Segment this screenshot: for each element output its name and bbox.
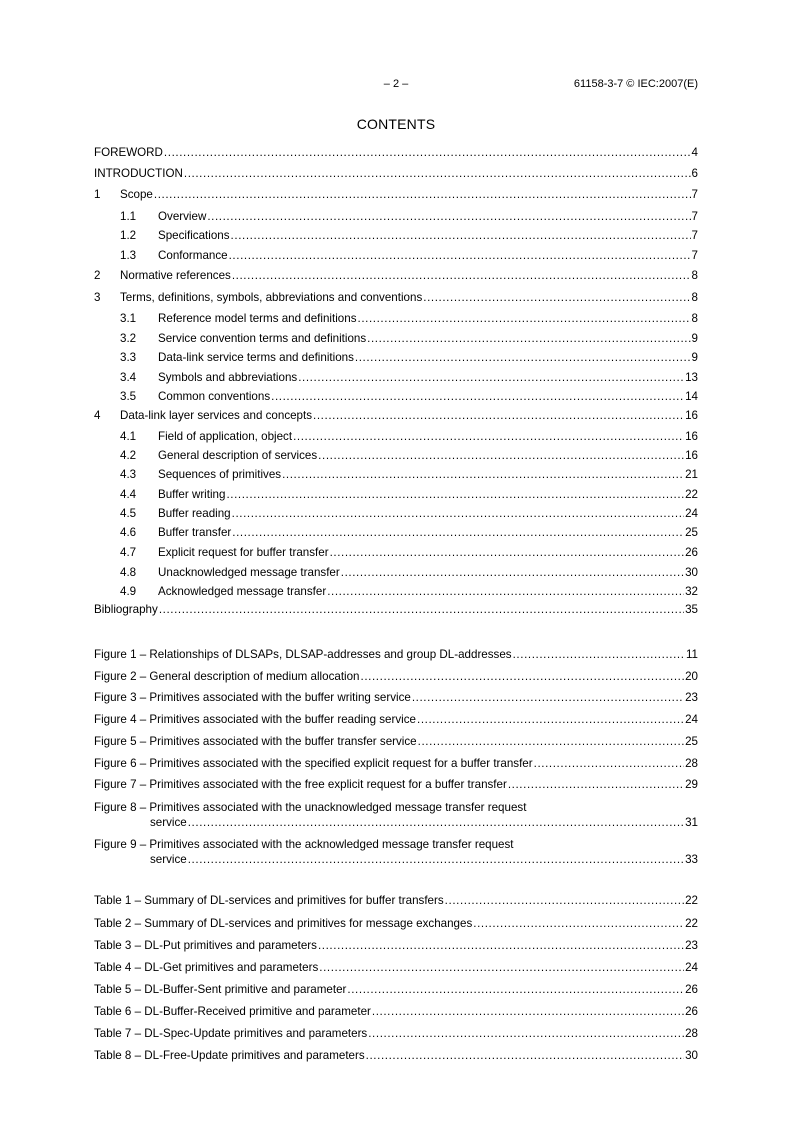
page-ref: 33 — [685, 853, 698, 866]
section-number: 4.7 — [120, 546, 137, 559]
entry-title: Unacknowledged message transfer — [158, 566, 340, 579]
entry-title: Data-link layer services and concepts — [120, 409, 313, 422]
dot-leader — [319, 960, 684, 976]
dot-leader — [327, 584, 684, 600]
page-ref: 24 — [685, 507, 698, 520]
section-number: 3.3 — [120, 351, 137, 364]
toc-entry[interactable] — [120, 467, 698, 483]
page-ref: 13 — [685, 371, 698, 384]
toc-entry[interactable] — [120, 429, 698, 445]
section-number: 3.2 — [120, 332, 137, 345]
page-ref: 16 — [685, 409, 698, 422]
page-ref: 35 — [685, 603, 698, 616]
page-ref: 32 — [685, 585, 698, 598]
section-number: 4.5 — [120, 507, 137, 520]
page-ref: 7 — [691, 210, 698, 223]
dot-leader — [330, 545, 685, 561]
page-ref: 11 — [685, 648, 698, 661]
table-entry[interactable] — [94, 1026, 698, 1042]
dot-leader — [358, 311, 691, 327]
section-number: 1 — [94, 188, 101, 201]
table-entry[interactable] — [94, 893, 698, 909]
dot-leader — [361, 669, 685, 685]
page-ref: 9 — [691, 332, 698, 345]
entry-title: Table 3 – DL-Put primitives and parameters — [94, 939, 317, 952]
dot-leader — [513, 647, 685, 663]
toc-entry[interactable] — [94, 408, 698, 424]
page-ref: 6 — [691, 167, 698, 180]
section-number: 4.3 — [120, 468, 137, 481]
toc-entry[interactable] — [120, 228, 698, 244]
toc-entry[interactable] — [120, 248, 698, 264]
dot-leader — [229, 248, 691, 264]
dot-leader — [184, 166, 691, 182]
section-number: 1.1 — [120, 210, 137, 223]
page-ref: 8 — [691, 269, 698, 282]
section-number: 1.2 — [120, 229, 137, 242]
figure-entry[interactable] — [94, 669, 698, 685]
table-entry[interactable] — [94, 1004, 698, 1020]
entry-title: Bibliography — [94, 603, 158, 616]
entry-title: Reference model terms and definitions — [158, 312, 357, 325]
dot-leader — [368, 1026, 684, 1042]
toc-entry[interactable] — [94, 268, 698, 284]
dot-leader — [232, 525, 684, 541]
figure-entry[interactable] — [94, 837, 698, 869]
toc-entry[interactable] — [94, 187, 698, 203]
entry-title: Service convention terms and definitions — [158, 332, 367, 345]
section-number: 4.1 — [120, 430, 137, 443]
section-number: 4 — [94, 409, 101, 422]
dot-leader — [367, 331, 690, 347]
entry-title: Symbols and abbreviations — [158, 371, 298, 384]
toc-entry[interactable] — [120, 331, 698, 347]
toc-entry[interactable] — [120, 448, 698, 464]
section-number: 3.4 — [120, 371, 137, 384]
section-number: 3.5 — [120, 390, 137, 403]
dot-leader — [298, 370, 684, 386]
dot-leader — [355, 350, 691, 366]
page-ref: 24 — [685, 713, 698, 726]
dot-leader — [473, 916, 684, 932]
section-number: 4.6 — [120, 526, 137, 539]
entry-title: Terms, definitions, symbols, abbreviations and conventions — [120, 291, 423, 304]
page-ref: 24 — [685, 961, 698, 974]
entry-title: Table 7 – DL-Spec-Update primitives and parameters — [94, 1027, 368, 1040]
entry-title: Sequences of primitives — [158, 468, 282, 481]
figure-entry[interactable] — [94, 800, 698, 832]
page-ref: 30 — [685, 1049, 698, 1062]
entry-title: Figure 2 – General description of medium allocation — [94, 670, 360, 683]
dot-leader — [282, 467, 684, 483]
section-number: 2 — [94, 269, 101, 282]
entry-title: Table 8 – DL-Free-Update primitives and parameters — [94, 1049, 365, 1062]
entry-title: INTRODUCTION — [94, 167, 183, 180]
toc-entry[interactable] — [120, 545, 698, 561]
entry-title: Table 2 – Summary of DL-services and primitives for message exchanges — [94, 917, 473, 930]
page-ref: 23 — [685, 939, 698, 952]
page-ref: 16 — [685, 449, 698, 462]
page-ref: 14 — [685, 390, 698, 403]
figure-entry[interactable] — [94, 690, 698, 706]
dot-leader — [232, 506, 684, 522]
page-ref: 7 — [691, 249, 698, 262]
section-number: 4.2 — [120, 449, 137, 462]
page-ref: 20 — [685, 670, 698, 683]
dot-leader — [534, 756, 684, 772]
table-entry[interactable] — [94, 960, 698, 976]
dot-leader — [372, 1004, 684, 1020]
dot-leader — [188, 815, 684, 831]
toc-entry[interactable] — [120, 350, 698, 366]
toc-entry[interactable] — [120, 487, 698, 503]
dot-leader — [347, 982, 684, 998]
dot-leader — [159, 602, 684, 618]
section-number: 1.3 — [120, 249, 137, 262]
section-number: 4.9 — [120, 585, 137, 598]
toc-entry[interactable] — [94, 290, 698, 306]
figure-entry[interactable] — [94, 712, 698, 728]
dot-leader — [188, 852, 684, 868]
dot-leader — [423, 290, 690, 306]
dot-leader — [154, 187, 691, 203]
entry-title: Table 5 – DL-Buffer-Sent primitive and parameter — [94, 983, 347, 996]
page-ref: 22 — [685, 894, 698, 907]
dot-leader — [313, 408, 684, 424]
entry-title: Explicit request for buffer transfer — [158, 546, 329, 559]
figure-entry[interactable] — [94, 647, 698, 663]
dot-leader — [366, 1048, 684, 1064]
entry-title: Figure 8 – Primitives associated with the unacknowledged message transfer request — [94, 801, 527, 814]
dot-leader — [226, 487, 684, 503]
entry-title: Table 1 – Summary of DL-services and primitives for buffer transfers — [94, 894, 444, 907]
page-ref: 9 — [691, 351, 698, 364]
page-ref: 26 — [685, 983, 698, 996]
dot-leader — [207, 209, 690, 225]
entry-title: Normative references — [120, 269, 231, 282]
entry-continuation-line — [150, 852, 698, 868]
page-header — [94, 78, 698, 94]
toc-entry[interactable] — [120, 584, 698, 600]
entry-title: Figure 9 – Primitives associated with the acknowledged message transfer request — [94, 838, 514, 851]
page-ref: 8 — [691, 291, 698, 304]
page-ref: 26 — [685, 546, 698, 559]
toc-entry[interactable] — [120, 565, 698, 581]
table-entry[interactable] — [94, 916, 698, 932]
page-ref: 22 — [685, 488, 698, 501]
table-entry[interactable] — [94, 938, 698, 954]
entry-title: Figure 4 – Primitives associated with the buffer reading service — [94, 713, 416, 726]
entry-title: Field of application, object — [158, 430, 293, 443]
page-number: – 2 – — [383, 78, 409, 90]
page-ref: 21 — [685, 468, 698, 481]
entry-title: Figure 5 – Primitives associated with the buffer transfer service — [94, 735, 417, 748]
toc-entry[interactable] — [94, 166, 698, 182]
dot-leader — [318, 938, 684, 954]
entry-title: Specifications — [158, 229, 230, 242]
toc-entry[interactable] — [120, 506, 698, 522]
dot-leader — [164, 145, 691, 161]
dot-leader — [232, 268, 691, 284]
entry-title: FOREWORD — [94, 146, 163, 159]
entry-continuation: service — [150, 816, 187, 829]
page-ref: 25 — [685, 735, 698, 748]
dot-leader — [271, 389, 684, 405]
toc-entry[interactable] — [94, 602, 698, 618]
dot-leader — [231, 228, 691, 244]
entry-title: Scope — [120, 188, 153, 201]
entry-title: Figure 3 – Primitives associated with the buffer writing service — [94, 691, 411, 704]
entry-title: Buffer reading — [158, 507, 231, 520]
figure-entry[interactable] — [94, 777, 698, 793]
dot-leader — [341, 565, 684, 581]
page-ref: 28 — [685, 1027, 698, 1040]
entry-title: Table 6 – DL-Buffer-Received primitive and parameter — [94, 1005, 371, 1018]
figure-entry[interactable] — [94, 734, 698, 750]
entry-title: Buffer transfer — [158, 526, 232, 539]
page-ref: 31 — [685, 816, 698, 829]
dot-leader — [417, 712, 684, 728]
section-number: 3 — [94, 291, 101, 304]
contents-title: CONTENTS — [356, 116, 436, 132]
table-entry[interactable] — [94, 982, 698, 998]
page-ref: 22 — [685, 917, 698, 930]
page-ref: 8 — [691, 312, 698, 325]
entry-title: Conformance — [158, 249, 228, 262]
entry-title: Acknowledged message transfer — [158, 585, 327, 598]
entry-title: Figure 1 – Relationships of DLSAPs, DLSAP-addresses and group DL-addresses — [94, 648, 512, 661]
page-ref: 26 — [685, 1005, 698, 1018]
page-ref: 7 — [691, 188, 698, 201]
table-entry[interactable] — [94, 1048, 698, 1064]
entry-continuation: service — [150, 853, 187, 866]
dot-leader — [445, 893, 684, 909]
toc-entry[interactable] — [120, 525, 698, 541]
entry-title: Data-link service terms and definitions — [158, 351, 354, 364]
entry-title: Table 4 – DL-Get primitives and parameters — [94, 961, 319, 974]
toc-entry[interactable] — [120, 209, 698, 225]
entry-title: Figure 7 – Primitives associated with the free explicit request for a buffer transfer — [94, 778, 507, 791]
dot-leader — [508, 777, 684, 793]
entry-title: Overview — [158, 210, 207, 223]
page-ref: 25 — [685, 526, 698, 539]
figure-entry[interactable] — [94, 756, 698, 772]
dot-leader — [418, 734, 684, 750]
toc-entry[interactable] — [120, 311, 698, 327]
page-ref: 29 — [685, 778, 698, 791]
section-number: 4.4 — [120, 488, 137, 501]
page-ref: 28 — [685, 757, 698, 770]
entry-continuation-line — [150, 815, 698, 831]
entry-title: General description of services — [158, 449, 318, 462]
dot-leader — [412, 690, 684, 706]
dot-leader — [293, 429, 684, 445]
toc-entry[interactable] — [120, 389, 698, 405]
toc-entry[interactable] — [94, 145, 698, 161]
page-ref: 23 — [685, 691, 698, 704]
entry-title: Figure 6 – Primitives associated with the specified explicit request for a buffer transfer — [94, 757, 533, 770]
page-ref: 16 — [685, 430, 698, 443]
dot-leader — [318, 448, 684, 464]
entry-title: Common conventions — [158, 390, 271, 403]
page-ref: 4 — [691, 146, 698, 159]
toc-entry[interactable] — [120, 370, 698, 386]
section-number: 3.1 — [120, 312, 137, 325]
section-number: 4.8 — [120, 566, 137, 579]
page-ref: 30 — [685, 566, 698, 579]
entry-title: Buffer writing — [158, 488, 226, 501]
page-ref: 7 — [691, 229, 698, 242]
document-reference: 61158-3-7 © IEC:2007(E) — [573, 78, 698, 90]
